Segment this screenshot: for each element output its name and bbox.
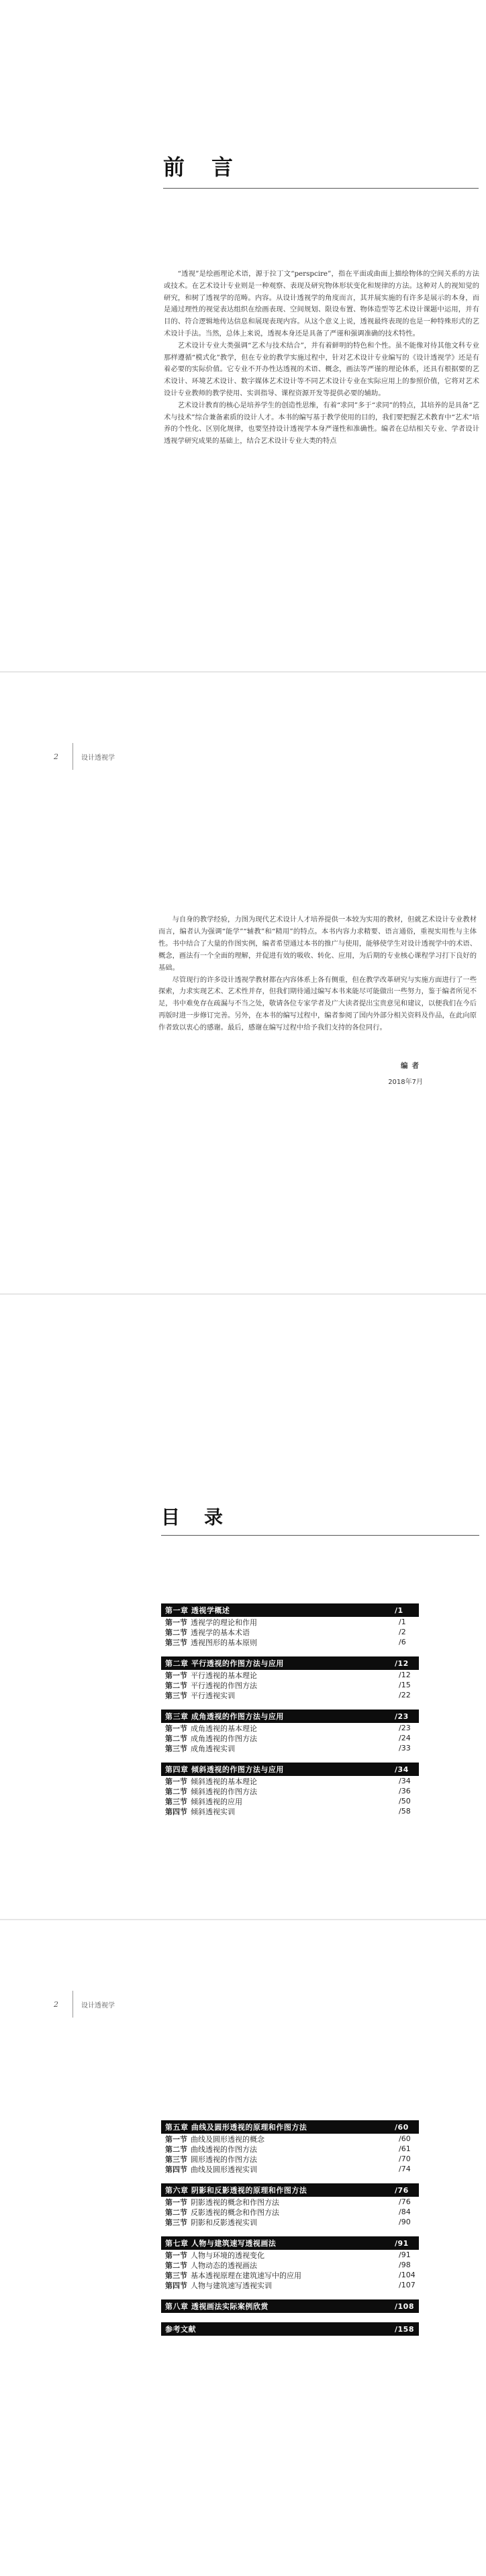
section-title: 倾斜透视的基本理论 [191, 1777, 257, 1786]
toc-section[interactable] [161, 2134, 419, 2144]
section-page: /34 [399, 1777, 411, 1785]
toc-section[interactable] [161, 1796, 419, 1806]
toc-section[interactable] [161, 1637, 419, 1647]
running-head [54, 1991, 115, 2018]
chapter-page: /12 [395, 1658, 409, 1668]
section-number: 第一节 [165, 2134, 187, 2144]
section-number: 第四节 [165, 2165, 187, 2174]
section-page: /58 [399, 1807, 411, 1816]
chapter-page: /91 [395, 2238, 409, 2248]
toc-page-2 [0, 1920, 486, 2576]
toc-section[interactable] [161, 1733, 419, 1743]
toc-chapter[interactable] [161, 1710, 419, 1723]
chapter-title: 第八章 透视画法实际案例欣赏 [165, 2302, 269, 2311]
section-title: 成角透视的基本理论 [191, 1724, 257, 1733]
chapter-title: 第一章 透视学概述 [165, 1606, 230, 1615]
section-page: /50 [399, 1797, 411, 1805]
chapter-title: 第七章 人物与建筑速写透视画法 [165, 2239, 277, 2248]
section-number: 第一节 [165, 2197, 187, 2207]
section-page: /104 [399, 2271, 416, 2279]
section-number: 第三节 [165, 2218, 187, 2227]
preface-paragraph: 艺术设计专业大类强调“艺术与技术结合”，并有着鲜明的特色和个性。虽不能像对待其他文科专业那样遵循“模式化”教学，但在专业的教学实施过程中，针对艺术设计专业编写的《设计透视学》还是有着必要的实际价值。它专业不开办性达透视的术语、概念，画法等严谨的理论体系，还具有根据要的艺术设计、环境艺术设计、数字媒体艺术设计等不同艺术设计专业在实际应用上的参照价值，它将对艺术设计专业教师的教学使用、实训指导、课程资源开发等提供必要的辅助。 [164, 341, 479, 397]
section-page: /70 [399, 2154, 411, 2163]
toc-section[interactable] [161, 2260, 419, 2270]
section-page: /36 [399, 1787, 411, 1795]
section-page: /76 [399, 2197, 411, 2206]
signature-block [315, 1060, 423, 1086]
toc-section[interactable] [161, 1690, 419, 1700]
section-page: /6 [399, 1638, 406, 1646]
toc-section[interactable] [161, 2154, 419, 2164]
section-page: /22 [399, 1691, 411, 1699]
chapter-title: 第二章 平行透视的作图方法与应用 [165, 1659, 284, 1668]
toc-list-continued [161, 2120, 419, 2336]
toc-section[interactable] [161, 2280, 419, 2290]
running-title: 设计透视学 [81, 754, 115, 762]
toc-section[interactable] [161, 2144, 419, 2154]
section-title: 透视学的基本术语 [191, 1628, 250, 1637]
section-number: 第二节 [165, 1787, 187, 1796]
section-title: 曲线及圆形透视的概念 [191, 2134, 264, 2144]
preface-paragraph: 与自身的教学经验，力图为现代艺术设计人才培养提供一本较为实用的教材，但就艺术设计专业教材而言，编者认为强调“能学”“辅教”和“精用”的特点。本书内容力求精要、语言通俗，重视实用性与主体性。书中结合了大量的作图实例，编者希望通过本书的推广与使用，能够使学生对设计透视学中的术语、概念，画法有一个全面的理解，并促进有效的吸收、转化、应用，为后期的专业核心课程学习打下良好的基础。 [158, 915, 477, 972]
toc-section[interactable] [161, 1723, 419, 1733]
section-title: 透视学的理论和作用 [191, 1618, 257, 1627]
section-number: 第二节 [165, 1734, 187, 1743]
section-page: /33 [399, 1744, 411, 1752]
toc-section[interactable] [161, 1680, 419, 1690]
section-title: 透视图形的基本原则 [191, 1638, 257, 1647]
section-page: /1 [399, 1618, 406, 1626]
chapter-page: /1 [395, 1605, 403, 1615]
toc-section[interactable] [161, 2197, 419, 2207]
section-page: /74 [399, 2165, 411, 2173]
section-title: 平行透视实训 [191, 1691, 235, 1700]
section-number: 第一节 [165, 1724, 187, 1733]
section-number: 第一节 [165, 1618, 187, 1627]
title-rule [161, 1535, 479, 1536]
toc-section[interactable] [161, 1776, 419, 1786]
section-number: 第三节 [165, 2271, 187, 2280]
toc-chapter[interactable] [161, 2120, 419, 2134]
toc-title: 目录 [161, 1506, 248, 1528]
toc-chapter[interactable] [161, 2236, 419, 2250]
divider [72, 1991, 73, 2018]
toc-section[interactable] [161, 2217, 419, 2227]
section-title: 倾斜透视的作图方法 [191, 1787, 257, 1796]
chapter-page: /76 [395, 2185, 409, 2195]
section-title: 平行透视的基本理论 [191, 1671, 257, 1680]
chapter-title: 第六章 阴影和反影透视的原理和作图方法 [165, 2186, 307, 2195]
section-number: 第二节 [165, 2261, 187, 2270]
chapter-page: /23 [395, 1712, 409, 1721]
section-number: 第三节 [165, 1744, 187, 1753]
running-head [54, 743, 115, 770]
preface-paragraph: 尽管现行的许多设计透视学教材都在内容体系上各有侧重，但在教学改革研究与实施方面进行了一些探索，力求实现艺术、艺术性并存，但我们期待通过编写本书来能尽可能做出一些努力，鉴于编者所见不足，书中难免存在疏漏与不当之处，敬请各位专家学者及广大读者提出宝贵意见和建议，以便我们在今后再版时进一步修订完善。另外，在本书的编写过程中，编者参阅了国内外部分相关资料及作品，在此向原作者致以衷心的感谢。最后，感谢在编写过程中给予我们支持的各位同行。 [158, 975, 477, 1032]
toc-page [0, 1295, 486, 1919]
chapter-page: /108 [395, 2301, 414, 2311]
section-number: 第二节 [165, 2208, 187, 2217]
section-number: 第二节 [165, 2144, 187, 2154]
section-number: 第三节 [165, 2154, 187, 2164]
section-title: 人物与建筑速写透视实训 [191, 2281, 272, 2290]
toc-section[interactable] [161, 1627, 419, 1637]
preface-body-continued [158, 914, 477, 1034]
preface-title: 前言 [163, 154, 260, 180]
toc-list [161, 1603, 419, 1816]
section-page: /84 [399, 2208, 411, 2216]
chapter-page: /60 [395, 2122, 409, 2132]
preface-paragraph: “透视”是绘画理论术语，源于拉丁文“perspcire”，指在平面或曲面上描绘物体的空间关系的方法或技术。在艺术设计专业则是一种观察、表现及研究物体形状变化和规律的方法。这种对人的视知觉的研究，和树了透视学的范畴。内容。从设计透视学的角度而言，其并展实施的有许多是展示的本身，而是通过理性的视觉表达组织在绘画表现、空间规划、限设布置、物体造型等艺术设计课题中运用，并有目的、符合逻辑地传达信息和展现表现内容。从这个意义上说，透视最终表现的也是一种特殊形式的艺术设计手法。当然，总体上来说，透视本身还是具备了严谨和强调准确的技术特性。 [164, 270, 479, 338]
section-title: 反影透视的概念和作图方法 [191, 2208, 279, 2217]
section-page: /61 [399, 2144, 411, 2153]
section-page: /2 [399, 1628, 406, 1636]
section-title: 曲线透视的作图方法 [191, 2144, 257, 2154]
toc-section[interactable] [161, 2270, 419, 2280]
section-title: 曲线及圆形透视实训 [191, 2165, 257, 2174]
date: 2018年7月 [388, 1079, 423, 1086]
section-page: /91 [399, 2250, 411, 2259]
toc-section[interactable] [161, 2164, 419, 2174]
section-number: 第四节 [165, 1807, 187, 1816]
section-title: 人物与环境的透视变化 [191, 2250, 264, 2260]
section-number: 第一节 [165, 1777, 187, 1786]
chapter-page: /158 [395, 2324, 414, 2334]
section-number: 第一节 [165, 1671, 187, 1680]
section-title: 圆形透视的作图方法 [191, 2154, 257, 2164]
preface-body [164, 268, 479, 448]
section-number: 第一节 [165, 2250, 187, 2260]
toc-chapter[interactable] [161, 1656, 419, 1670]
section-page: /98 [399, 2261, 411, 2269]
divider [72, 743, 73, 770]
section-page: /23 [399, 1724, 411, 1732]
toc-chapter[interactable] [161, 2299, 419, 2313]
section-number: 第二节 [165, 1681, 187, 1690]
chapter-page: /34 [395, 1765, 409, 1774]
section-page: /15 [399, 1681, 411, 1689]
toc-chapter[interactable] [161, 1763, 419, 1776]
section-title: 倾斜透视实训 [191, 1807, 235, 1816]
toc-section[interactable] [161, 2250, 419, 2260]
section-number: 第二节 [165, 1628, 187, 1637]
toc-section[interactable] [161, 2207, 419, 2217]
toc-chapter[interactable] [161, 2183, 419, 2197]
title-rule [163, 188, 479, 189]
toc-section[interactable] [161, 1786, 419, 1796]
section-page: /24 [399, 1734, 411, 1742]
chapter-title: 第四章 倾斜透视的作图方法与应用 [165, 1765, 284, 1774]
preface-page [0, 0, 486, 671]
chapter-title: 参考文献 [165, 2325, 196, 2334]
preface-page-2 [0, 673, 486, 1293]
preface-paragraph: 艺术设计教育的核心是培养学生的创造性思维，有着“求同”多于“求同”的特点，其培养的是具备“艺术与技术”综合兼备素质的设计人才。本书的编写基于教学使用的目的，我们要把握艺术教育中“艺术”培养的个性化、区别化规律，也要坚持设计透视学本身严谨性和准确性。编者在总结相关专业、学者设计透视学研究成果的基础上，结合艺术设计专业大类的特点 [164, 401, 479, 446]
page-number: 2 [54, 752, 58, 761]
page-number: 2 [54, 1999, 58, 2009]
section-number: 第三节 [165, 1691, 187, 1700]
section-title: 阴影透视的概念和作图方法 [191, 2197, 279, 2207]
section-title: 倾斜透视的应用 [191, 1797, 242, 1806]
toc-chapter[interactable] [161, 1603, 419, 1617]
section-number: 第三节 [165, 1797, 187, 1806]
section-page: /12 [399, 1671, 411, 1679]
toc-section[interactable] [161, 1617, 419, 1627]
section-page: /90 [399, 2218, 411, 2226]
section-number: 第三节 [165, 1638, 187, 1647]
chapter-title: 第三章 成角透视的作图方法与应用 [165, 1712, 284, 1721]
editor-label: 编者 [401, 1062, 423, 1070]
toc-section[interactable] [161, 1670, 419, 1680]
section-title: 人物动态的透视画法 [191, 2261, 257, 2270]
section-page: /60 [399, 2134, 411, 2143]
section-title: 成角透视的作图方法 [191, 1734, 257, 1743]
section-page: /107 [399, 2281, 416, 2289]
running-title: 设计透视学 [81, 2001, 115, 2010]
toc-section[interactable] [161, 1743, 419, 1753]
section-title: 阴影和反影透视实训 [191, 2218, 257, 2227]
chapter-title: 第五章 曲线及圆形透视的原理和作图方法 [165, 2123, 307, 2132]
section-title: 基本透视原理在建筑速写中的应用 [191, 2271, 301, 2280]
toc-chapter[interactable] [161, 2322, 419, 2336]
section-title: 成角透视实训 [191, 1744, 235, 1753]
toc-section[interactable] [161, 1806, 419, 1816]
section-number: 第四节 [165, 2281, 187, 2290]
section-title: 平行透视的作图方法 [191, 1681, 257, 1690]
